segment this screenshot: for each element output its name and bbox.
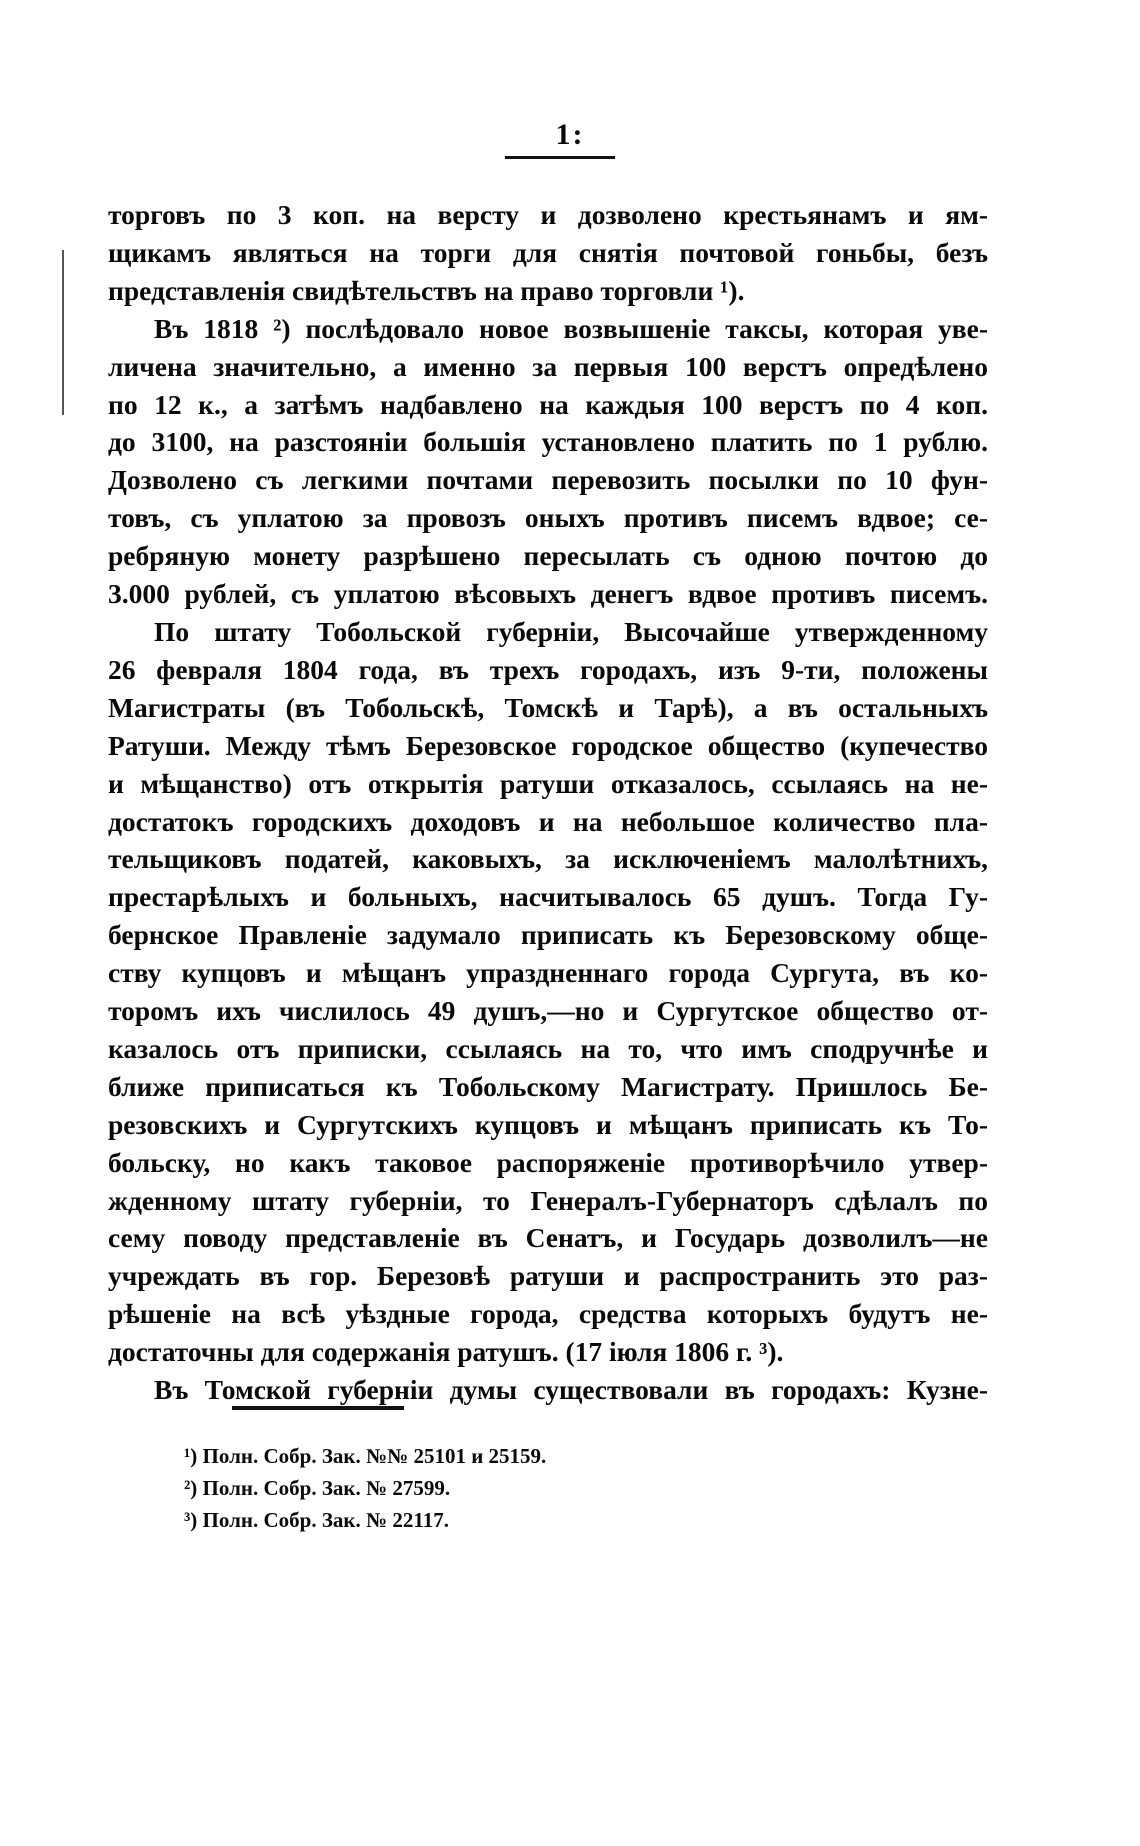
text-line: сему поводу представленіе въ Сенатъ, и Государь дозволилъ—не [108,1222,988,1254]
text-line: и мѣщанство) отъ открытія ратуши отказалось, ссылаясь на не- [108,767,988,799]
margin-mark [62,250,64,415]
footnote: ²) Полн. Собр. Зак. № 27599. [184,1476,451,1500]
text-line: торомъ ихъ числилось 49 душъ,—но и Сургутское общество от- [108,995,988,1027]
text-line: товъ, съ уплатою за провозъ оныхъ противъ писемъ вдвое; се- [108,502,988,534]
body-text [108,196,988,1409]
footnote: ¹) Полн. Собр. Зак. №№ 25101 и 25159. [184,1444,547,1468]
footnote: ³) Полн. Собр. Зак. № 22117. [184,1508,449,1532]
footnote-rule [232,1406,404,1410]
text-line: Дозволено съ легкими почтами перевозить посылки по 10 фун- [108,464,988,496]
text-line: больску, но какъ таковое распоряженіе противорѣчило утвер- [108,1146,988,1178]
text-line: 3.000 рублей, съ уплатою вѣсовыхъ денегъ вдвое противъ писемъ. [108,578,988,610]
text-line: Въ Томской губерніи думы существовали въ городахъ: Кузне- [154,1374,988,1406]
text-line: ребряную монету разрѣшено пересылать съ одною почтою до [108,540,988,572]
text-line: рѣшеніе на всѣ уѣздные города, средства которыхъ будутъ не- [108,1298,988,1330]
text-line: Ратуши. Между тѣмъ Березовское городское общество (купечество [108,729,988,761]
text-line: ближе приписаться къ Тобольскому Магистрату. Пришлось Бе- [108,1070,988,1102]
text-line: бернское Правленіе задумало приписать къ Березовскому обще- [108,919,988,951]
text-line: ству купцовъ и мѣщанъ упраздненнаго города Сургута, въ ко- [108,957,988,989]
text-line: щикамъ являться на торги для снятія почтовой гоньбы, безъ [108,236,988,268]
text-line: достаточны для содержанія ратушъ. (17 іюля 1806 г. ³). [108,1336,784,1368]
text-line: резовскихъ и Сургутскихъ купцовъ и мѣщанъ приписать къ То- [108,1108,988,1140]
text-line: достатокъ городскихъ доходовъ и на небольшое количество пла- [108,805,988,837]
footnotes [184,1440,784,1536]
text-line: тельщиковъ податей, каковыхъ, за исключеніемъ малолѣтнихъ, [108,843,988,875]
text-line: 26 февраля 1804 года, въ трехъ городахъ, изъ 9-ти, положены [108,653,988,685]
text-line: до 3100, на разстояніи большія установлено платить по 1 рублю. [108,426,988,458]
text-line: учреждать въ гор. Березовѣ ратуши и распространить это раз- [108,1260,988,1292]
text-line: Магистраты (въ Тобольскѣ, Томскѣ и Тарѣ), а въ остальныхъ [108,691,988,723]
text-line: личена значительно, а именно за первыя 100 верстъ опредѣлено [108,350,988,382]
header-rule [505,156,615,159]
text-line: По штату Тобольской губерніи, Высочайше утвержденному [154,615,988,647]
text-line: казалось отъ приписки, ссылаясь на то, что имъ сподручнѣе и [108,1032,988,1064]
text-line: по 12 к., а затѣмъ надбавлено на каждыя 100 верстъ по 4 коп. [108,388,988,420]
text-line: Въ 1818 ²) послѣдовало новое возвышеніе таксы, которая уве- [154,312,988,344]
text-line: жденному штату губерніи, то Генералъ-Губернаторъ сдѣлалъ по [108,1184,988,1216]
text-line: торговъ по 3 коп. на версту и дозволено крестьянамъ и ям- [108,199,988,230]
text-line: престарѣлыхъ и больныхъ, насчитывалось 65 душъ. Тогда Гу- [108,881,988,913]
page-number: 1: [555,118,585,151]
text-line: представленія свидѣтельствъ на право торговли ¹). [108,274,745,306]
